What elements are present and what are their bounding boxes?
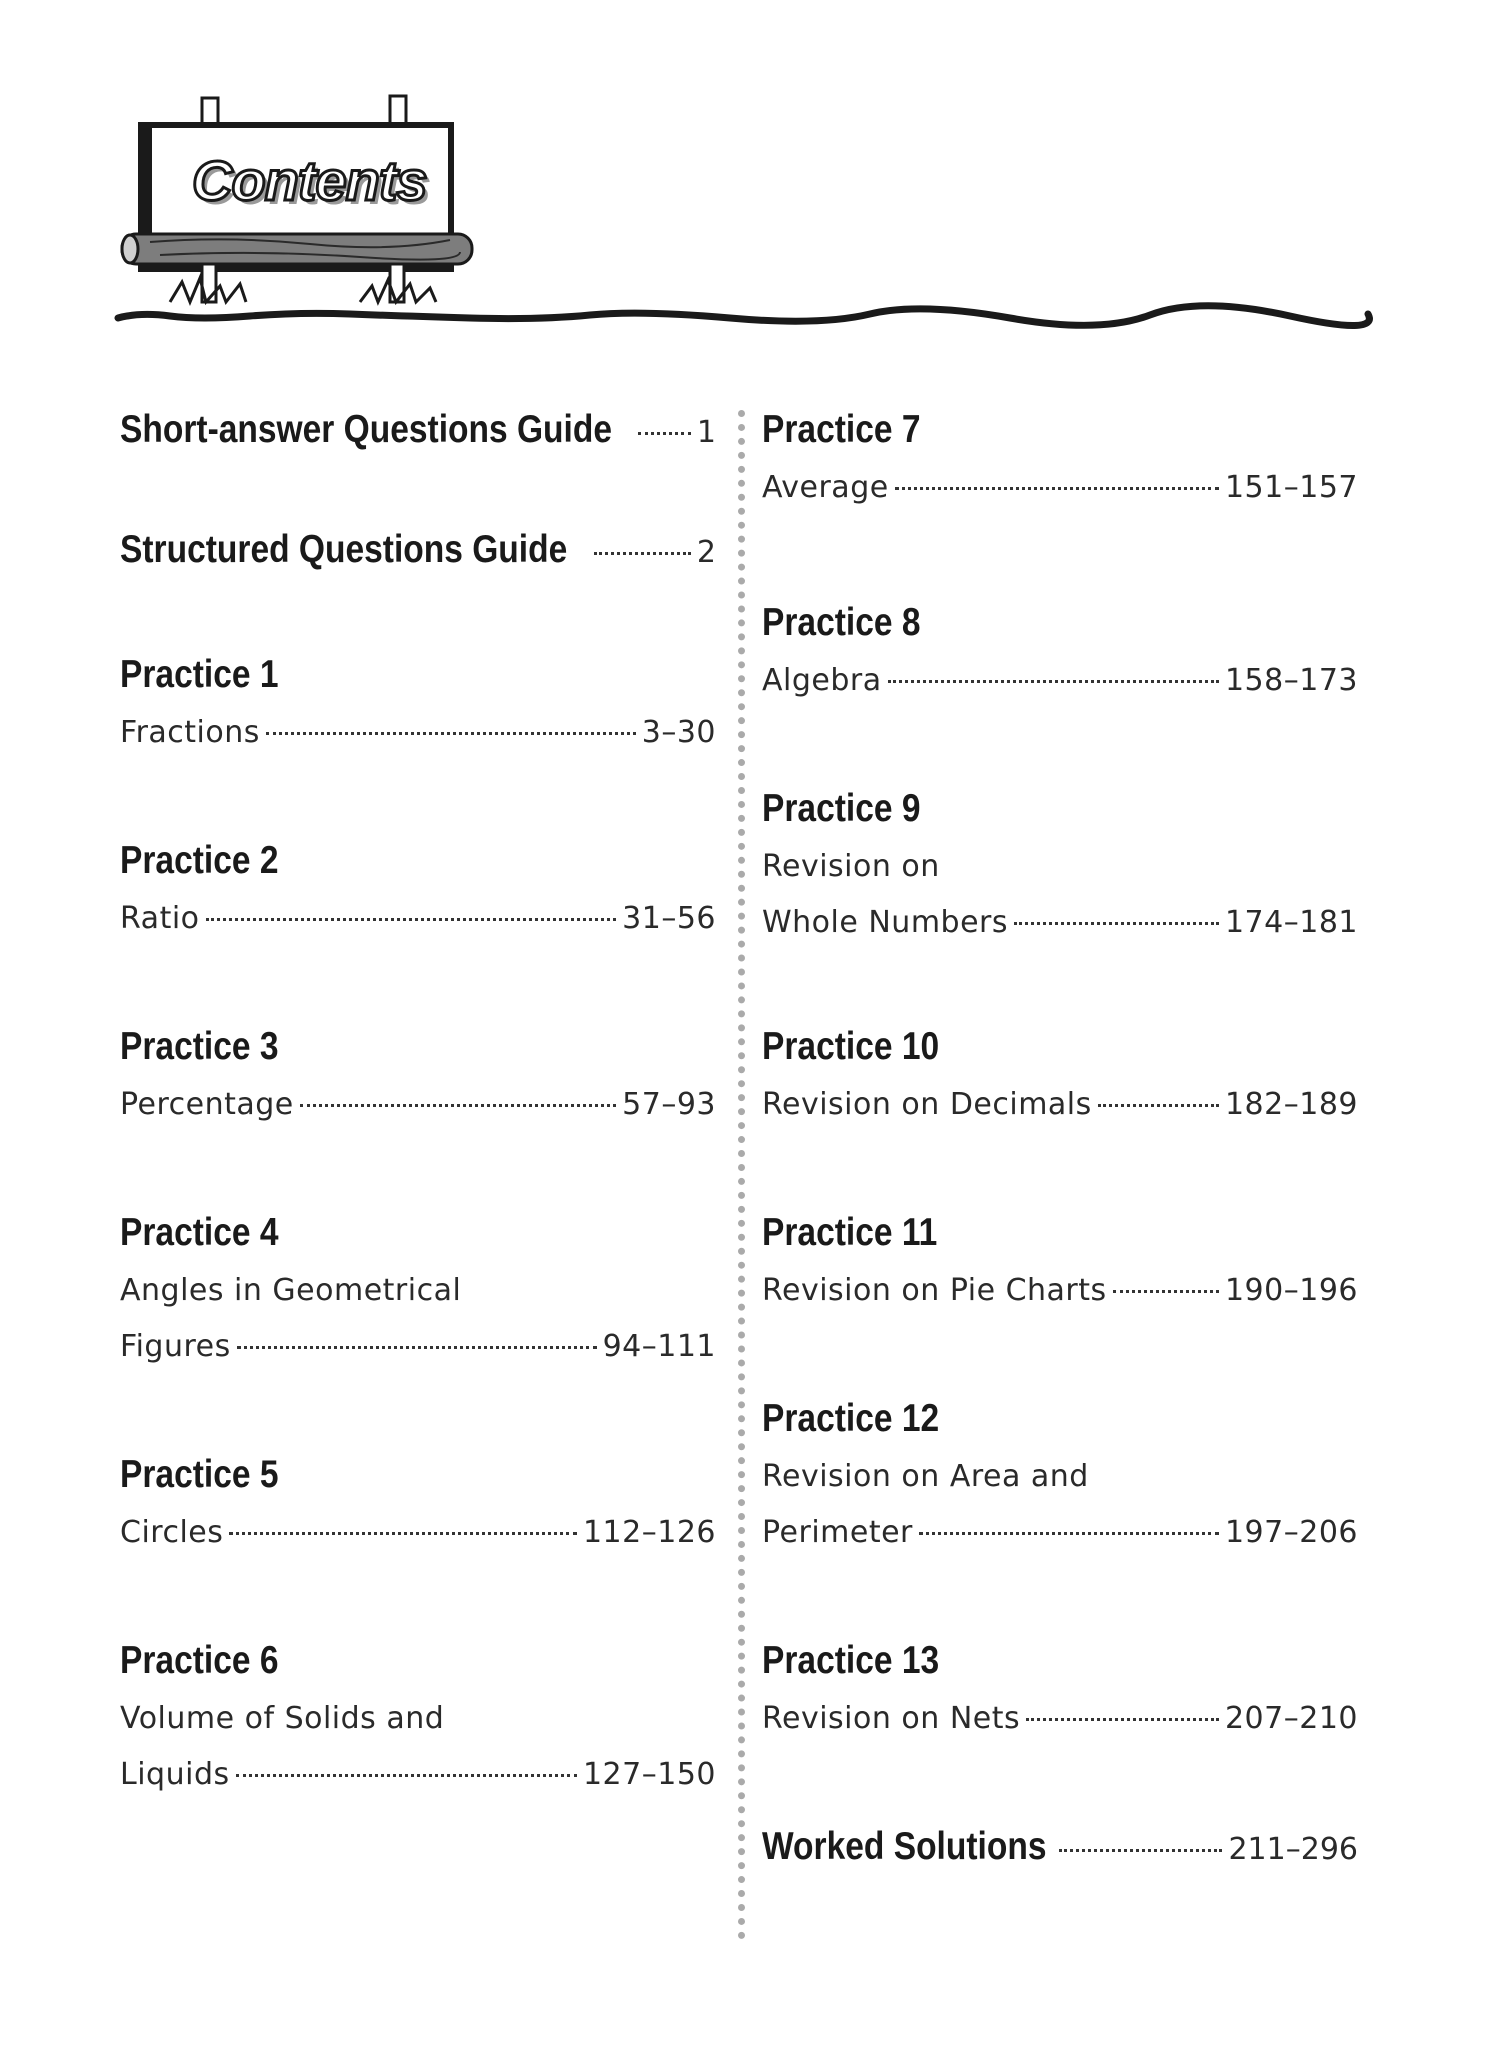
toc-entry-practice-5[interactable] — [120, 1445, 716, 1561]
topic-text-line1: Revision on — [762, 849, 940, 884]
dot-leader — [237, 1346, 597, 1349]
practice-title: Practice 8 — [762, 601, 921, 644]
page-range: 127–150 — [582, 1757, 716, 1792]
entry-title: Short-answer Questions Guide — [120, 408, 613, 451]
page-range: 3–30 — [641, 715, 716, 750]
toc-entry-practice-7[interactable] — [762, 400, 1358, 516]
toc-entry-practice-4[interactable] — [120, 1203, 716, 1375]
signboard-graphic — [110, 90, 1380, 350]
page-range: 31–56 — [622, 901, 716, 936]
entry-title: Worked Solutions — [762, 1825, 1047, 1868]
toc-entry-practice-9[interactable] — [762, 779, 1358, 951]
dot-leader — [594, 552, 691, 555]
dot-leader — [229, 1532, 577, 1535]
topic-text: Revision on Pie Charts — [762, 1273, 1107, 1308]
dot-leader — [895, 487, 1219, 490]
page-range: 197–206 — [1224, 1515, 1358, 1550]
topic-text-line2: Whole Numbers — [762, 905, 1009, 940]
toc-entry-practice-10[interactable] — [762, 1017, 1358, 1133]
toc-entry-practice-6[interactable] — [120, 1631, 716, 1803]
page-number: 1 — [696, 415, 716, 450]
toc-entry-short-answer-guide[interactable] — [120, 400, 716, 460]
topic-text: Percentage — [120, 1087, 294, 1122]
page-range: 94–111 — [602, 1329, 716, 1364]
toc-entry-practice-8[interactable] — [762, 593, 1358, 709]
page-range: 211–296 — [1228, 1832, 1358, 1867]
practice-title: Practice 10 — [762, 1025, 940, 1068]
practice-title: Practice 7 — [762, 408, 921, 451]
toc-entry-practice-2[interactable] — [120, 831, 716, 947]
page-range: 207–210 — [1224, 1701, 1358, 1736]
practice-title: Practice 6 — [120, 1639, 279, 1682]
topic-text-line2: Figures — [120, 1329, 231, 1364]
topic-text: Circles — [120, 1515, 224, 1550]
dot-leader — [206, 918, 617, 921]
page-range: 158–173 — [1224, 663, 1358, 698]
dot-leader — [1026, 1718, 1219, 1721]
toc-entry-practice-13[interactable] — [762, 1631, 1358, 1747]
dot-leader — [1014, 922, 1219, 925]
practice-title: Practice 1 — [120, 653, 279, 696]
dot-leader — [1113, 1290, 1219, 1293]
practice-title: Practice 3 — [120, 1025, 279, 1068]
practice-title: Practice 2 — [120, 839, 279, 882]
column-divider — [738, 410, 745, 1940]
toc-entry-worked-solutions[interactable] — [762, 1817, 1358, 1877]
practice-title: Practice 13 — [762, 1639, 940, 1682]
topic-text: Revision on Nets — [762, 1701, 1021, 1736]
dot-leader — [266, 732, 636, 735]
topic-text: Ratio — [120, 901, 200, 936]
practice-title: Practice 12 — [762, 1397, 940, 1440]
dot-leader — [300, 1104, 616, 1107]
practice-title: Practice 4 — [120, 1211, 279, 1254]
page-range: 174–181 — [1224, 905, 1358, 940]
topic-text: Algebra — [762, 663, 882, 698]
topic-text-line2: Perimeter — [762, 1515, 913, 1550]
contents-sign-illustration — [110, 90, 1380, 350]
contents-heading: Contents — [192, 149, 427, 212]
topic-text-line1: Angles in Geometrical — [120, 1273, 462, 1308]
topic-text-line1: Revision on Area and — [762, 1459, 1089, 1494]
dot-leader — [638, 432, 691, 435]
dot-leader — [888, 680, 1219, 683]
dot-leader — [919, 1532, 1219, 1535]
page-number: 2 — [696, 535, 716, 570]
dot-leader — [236, 1774, 577, 1777]
practice-title: Practice 11 — [762, 1211, 938, 1254]
topic-text: Average — [762, 470, 889, 505]
topic-text-line1: Volume of Solids and — [120, 1701, 445, 1736]
toc-entry-structured-guide[interactable] — [120, 520, 716, 580]
practice-title: Practice 9 — [762, 787, 921, 830]
dot-leader — [1098, 1104, 1219, 1107]
page-range: 112–126 — [582, 1515, 716, 1550]
toc-entry-practice-11[interactable] — [762, 1203, 1358, 1319]
page-range: 190–196 — [1224, 1273, 1358, 1308]
topic-text: Fractions — [120, 715, 260, 750]
topic-text-line2: Liquids — [120, 1757, 230, 1792]
page-range: 57–93 — [622, 1087, 716, 1122]
dot-leader — [1059, 1849, 1223, 1852]
practice-title: Practice 5 — [120, 1453, 279, 1496]
entry-title: Structured Questions Guide — [120, 528, 568, 571]
page-range: 151–157 — [1224, 470, 1358, 505]
toc-entry-practice-12[interactable] — [762, 1389, 1358, 1561]
toc-entry-practice-3[interactable] — [120, 1017, 716, 1133]
toc-entry-practice-1[interactable] — [120, 645, 716, 761]
page-range: 182–189 — [1224, 1087, 1358, 1122]
topic-text: Revision on Decimals — [762, 1087, 1092, 1122]
